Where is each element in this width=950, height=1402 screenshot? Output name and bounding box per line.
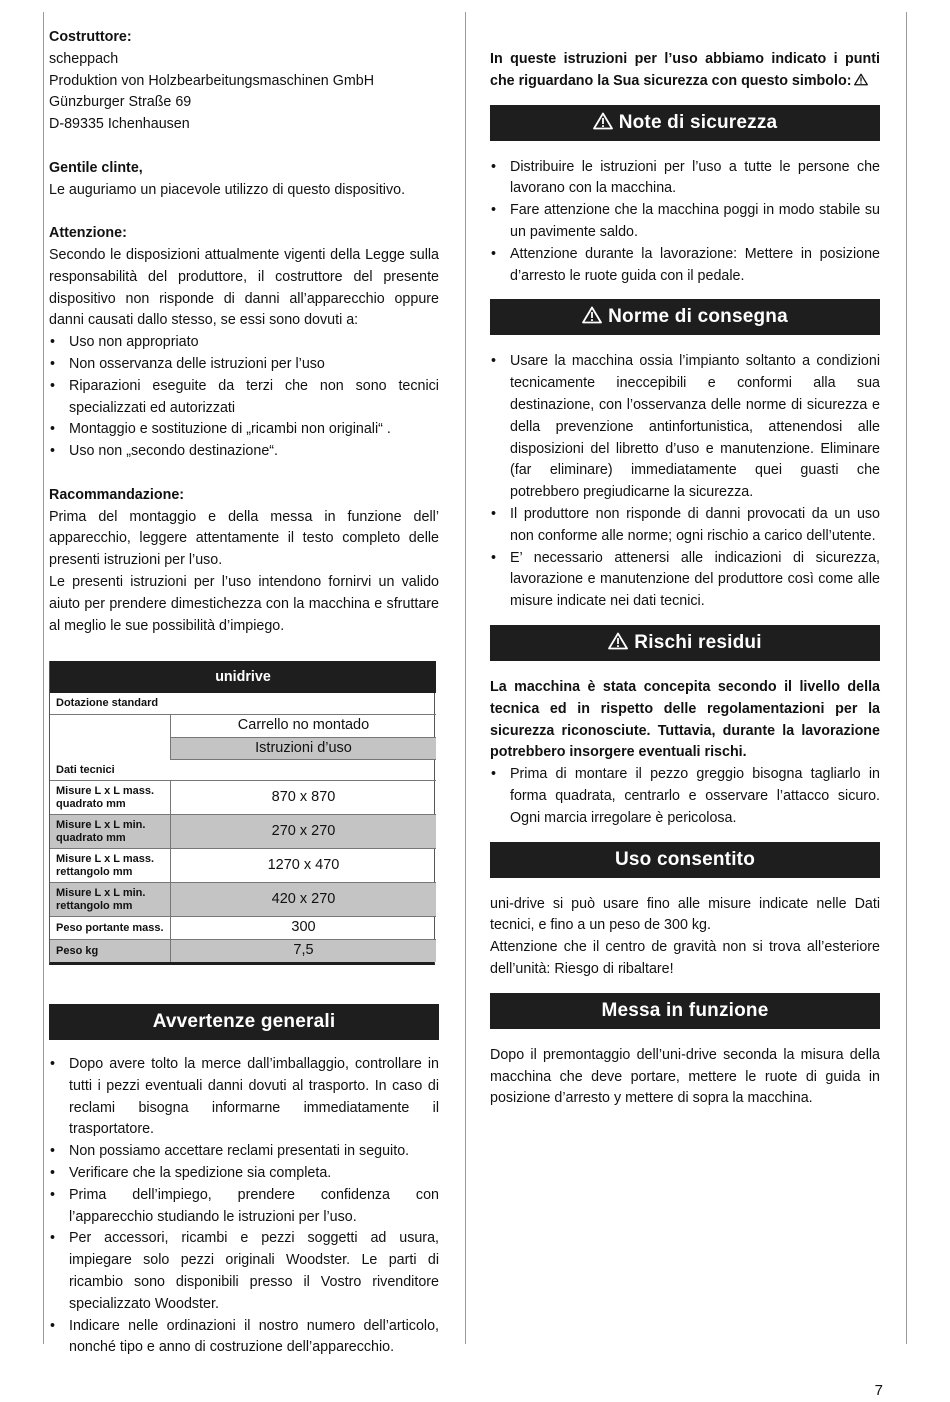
list-item: • Montaggio e sostituzione di „ricambi non originali“ . — [49, 419, 439, 441]
warning-triangle-icon — [582, 306, 602, 324]
list-item: • Riparazioni eseguite da terzi che non sono tecnici specializzati ed autorizzati — [49, 376, 439, 420]
list-item: • Uso non „secondo destinazione“. — [49, 441, 439, 463]
list-item: • Uso non appropriato — [49, 332, 439, 354]
warning-triangle-icon — [608, 632, 628, 650]
list-item: • Verificare che la spedizione sia completa. — [49, 1163, 439, 1185]
greeting-text: Le auguriamo un piacevole utilizzo di questo dispositivo. — [49, 181, 406, 198]
center-column-rule — [465, 12, 466, 1344]
general-warnings-list — [49, 1054, 439, 1359]
right-margin-rule — [906, 12, 907, 1344]
spec-row-label: Misure L x L min. rettangolo mm — [50, 883, 171, 917]
list-item: • Il produttore non risponde di danni provocati da un uso non conforme alle norme; ogni rischio a carico dell’utente. — [490, 504, 880, 548]
attention-block — [49, 223, 439, 463]
residual-risks-title-text: Rischi residui — [634, 631, 762, 653]
residual-risks-title — [490, 625, 880, 661]
attention-text: Secondo le disposizioni attualmente vigenti della Legge sulla responsabilità del produttore, il costruttore del presente dispositivo non risponde di danni all’apparecchio oppure danni causati dallo stesso, se essi sono dovuti a: — [49, 246, 439, 329]
safety-notes-title-text: Note di sicurezza — [618, 111, 778, 133]
spec-row-label: Peso kg — [50, 940, 171, 962]
left-margin-rule — [43, 12, 44, 1344]
intro-text: In queste istruzioni per l’uso abbiamo indicato i punti che riguardano la Sua sicurezza con questo simbolo: — [490, 51, 880, 89]
list-item: • Distribuire le istruzioni per l’uso a tutte le persone che lavorano con la macchina. — [490, 157, 880, 201]
warning-triangle-icon — [854, 73, 868, 86]
standard-equipment-label: Dotazione standard — [50, 693, 436, 714]
recommendation-text: Le presenti istruzioni per l’uso intendono fornirvi un valido aiuto per prendere dimestichezza con la macchina e sfruttare al meglio le sue possibilità d’impiego. — [49, 573, 439, 634]
residual-risks-list — [490, 764, 880, 829]
list-item: • Usare la macchina ossia l’impianto soltanto a condizioni tecnicamente ineccepibili e conformi alla sua destinazione, con l’osservanza delle norme di sicurezza e della prevenzione antinfortunistica, attenendosi alle disposizioni del libretto d’uso e manutenzione. Eliminare (far eliminare) immediatamente quei guasti che potrebbero pregiudicarne la sicurezza. — [490, 351, 880, 504]
intended-use-title: Uso consentito — [490, 842, 880, 878]
manufacturer-line: Günzburger Straße 69 — [49, 94, 192, 111]
spec-row-label: Misure L x L min. quadrato mm — [50, 815, 171, 849]
recommendation-heading: Racommandazione: — [49, 486, 185, 503]
warning-triangle-icon — [593, 112, 613, 130]
manufacturer-line: D-89335 Ichenhausen — [49, 116, 190, 133]
list-item: • Prima dell’impiego, prendere confidenza con l’apparecchio studiando le istruzioni per l’uso. — [49, 1185, 439, 1229]
list-item: • Fare attenzione che la macchina poggi in modo stabile su un pavimente saldo. — [490, 200, 880, 244]
list-item: • Prima di montare il pezzo greggio bisogna tagliarlo in forma quadrata, centrarlo e osservare l’attacco sicuro. Ogni marcia irregolare è pericolosa. — [490, 764, 880, 829]
list-item: • Attenzione durante la lavorazione: Mettere in posizione d’arresto le ruote guida con il pedale. — [490, 244, 880, 288]
delivery-rules-list — [490, 351, 880, 613]
spec-row-value: 300 — [171, 917, 437, 940]
spec-row-label: Misure L x L mass. rettangolo mm — [50, 849, 171, 883]
recommendation-text: Prima del montaggio e della messa in funzione dell’ apparecchio, leggere attentamente il testo completo delle presenti istruzioni per l’uso. — [49, 508, 439, 569]
standard-value: Istruzioni d’uso — [171, 737, 437, 760]
spec-row-value: 1270 x 470 — [171, 849, 437, 883]
safety-symbol-intro — [490, 49, 880, 93]
standard-value: Carrello no montado — [171, 714, 437, 737]
tech-data-label: Dati tecnici — [50, 760, 436, 781]
list-item: • Per accessori, ricambi e pezzi soggetti ad usura, impiegare solo pezzi originali Woodster. Le parti di ricambio sono disponibili presso il Vostro rivenditore specializzato Woodster. — [49, 1228, 439, 1315]
safety-notes-list — [490, 157, 880, 288]
safety-notes-title — [490, 105, 880, 141]
list-item: • Dopo avere tolto la merce dall’imballaggio, controllare in tutti i pezzi eventuali danni dovuti al trasporto. In caso di reclami bisogna informarne immediatamente il trasportatore. — [49, 1054, 439, 1141]
spec-row-label: Misure L x L mass. quadrato mm — [50, 781, 171, 815]
intended-use-text: Attenzione che il centro de gravità non si trova all’esteriore dell’unità: Riesgo di ribaltare! — [490, 939, 880, 977]
delivery-rules-title-text: Norme di consegna — [608, 306, 788, 328]
greeting-block — [49, 158, 439, 202]
list-item: • Non possiamo accettare reclami presentati in seguito. — [49, 1141, 439, 1163]
spec-row-value: 420 x 270 — [171, 883, 437, 917]
spec-table-header: unidrive — [50, 662, 436, 693]
list-item: • Indicare nelle ordinazioni il nostro numero dell’articolo, nonché tipo e anno di costruzione dell’apparecchio. — [49, 1316, 439, 1360]
general-warnings-title: Avvertenze generali — [49, 1004, 439, 1040]
attention-heading: Attenzione: — [49, 225, 127, 242]
manufacturer-line: scheppach — [49, 50, 119, 67]
manufacturer-block — [49, 27, 439, 136]
residual-risks-text: La macchina è stata concepita secondo il livello della tecnica ed in rispetto delle regolamentazioni per la sicurezza riconosciute. Tuttavia, durante la lavorazione potrebbero insorgere eventuali rischi. — [490, 678, 880, 761]
intended-use-text: uni-drive si può usare fino alle misure indicate nelle Dati tecnici, e fino a un peso de 300 kg. — [490, 895, 880, 934]
spec-row-value: 870 x 870 — [171, 781, 437, 815]
delivery-rules-title — [490, 299, 880, 335]
spec-row-label: Peso portante mass. — [50, 917, 171, 940]
list-item: • Non osservanza delle istruzioni per l’uso — [49, 354, 439, 376]
spec-table — [49, 661, 435, 965]
spec-row-value: 7,5 — [171, 940, 437, 962]
spec-row-value: 270 x 270 — [171, 815, 437, 849]
greeting-heading: Gentile clinte, — [49, 159, 143, 176]
manufacturer-heading: Costruttore: — [49, 29, 132, 45]
list-item: • E’ necessario attenersi alle indicazioni di sicurezza, lavorazione e manutenzione del produttore così come alle misure indicate nei dati tecnici. — [490, 548, 880, 613]
spec-empty-cell — [50, 714, 171, 760]
left-column — [49, 27, 439, 1359]
attention-list — [49, 332, 439, 463]
startup-title: Messa in funzione — [490, 993, 880, 1029]
manufacturer-line: Produktion von Holzbearbeitungsmaschinen GmbH — [49, 72, 375, 89]
page-number: 7 — [874, 1382, 883, 1399]
right-column — [490, 49, 880, 1110]
recommendation-block — [49, 485, 439, 638]
startup-text: Dopo il premontaggio dell’uni-drive seconda la misura della macchina che deve portare, mettere le ruote di guida in posizione d’arresto y mettere di sopra la macchina. — [490, 1046, 880, 1107]
